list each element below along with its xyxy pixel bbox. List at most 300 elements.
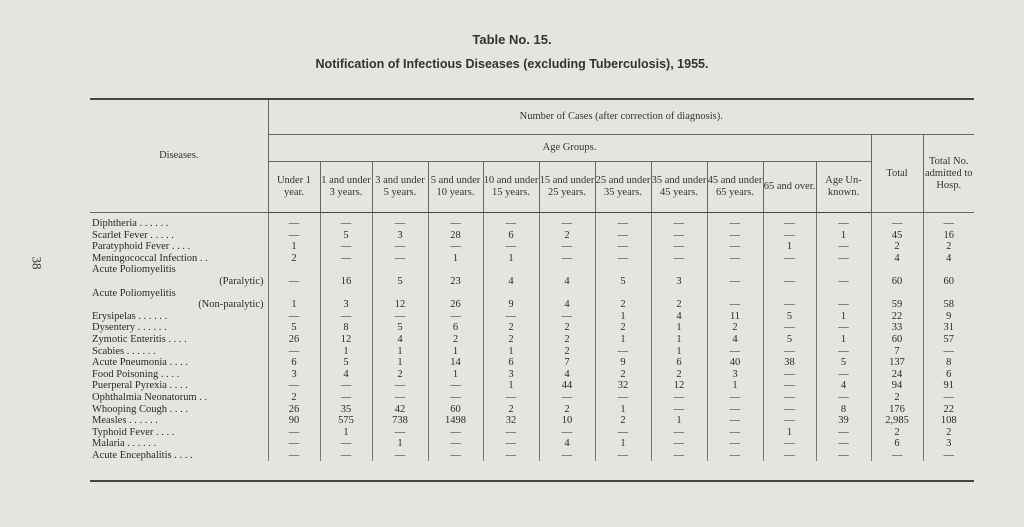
table-row xyxy=(90,322,974,334)
table-cell: 38 xyxy=(763,357,816,369)
disease-name: Erysipelas . . . . . . xyxy=(92,310,168,322)
table-cell: 2,985 xyxy=(871,415,923,427)
table-cell: — xyxy=(763,380,816,392)
table-cell xyxy=(707,288,763,300)
table-cell: 4 xyxy=(320,369,372,381)
table-cell: 91 xyxy=(923,380,974,392)
table-cell: 5 xyxy=(268,322,320,334)
table-cell: 8 xyxy=(816,404,871,416)
disease-name: Dysentery . . . . . . xyxy=(92,322,167,334)
table-cell: 35 xyxy=(320,404,372,416)
table-cell: — xyxy=(320,450,372,462)
table-cell: 7 xyxy=(539,357,595,369)
table-cell: 12 xyxy=(372,299,428,311)
table-cell: — xyxy=(428,427,483,439)
table-cell: 94 xyxy=(871,380,923,392)
table-cell: — xyxy=(268,346,320,358)
table-cell: 6 xyxy=(923,369,974,381)
table-cell: — xyxy=(483,213,539,230)
table-cell: 3 xyxy=(483,369,539,381)
table-cell: 4 xyxy=(483,276,539,288)
table-cell: 3 xyxy=(651,276,707,288)
table-cell: 1 xyxy=(816,311,871,323)
table-cell xyxy=(816,264,871,276)
table-cell: — xyxy=(763,346,816,358)
table-cell: — xyxy=(595,450,651,462)
table-cell: — xyxy=(763,438,816,450)
disease-name: Scabies . . . . . . xyxy=(92,345,156,357)
col-header: 5 and under 10 years. xyxy=(428,162,483,213)
table-cell: 9 xyxy=(483,299,539,311)
disease-name: Scarlet Fever . . . . . xyxy=(92,229,174,241)
table-row xyxy=(90,213,974,230)
table-cell xyxy=(372,264,428,276)
table-cell: 3 xyxy=(923,438,974,450)
table-cell: — xyxy=(763,369,816,381)
table-cell: 3 xyxy=(707,369,763,381)
table-cell: — xyxy=(268,276,320,288)
table-cell: — xyxy=(595,213,651,230)
table-cell: — xyxy=(816,427,871,439)
table-cell: 2 xyxy=(268,253,320,265)
table-row xyxy=(90,276,974,288)
table-cell: 9 xyxy=(923,311,974,323)
table-cell: — xyxy=(651,438,707,450)
table-cell: 2 xyxy=(595,299,651,311)
table-cell: 5 xyxy=(595,276,651,288)
table-cell: 9 xyxy=(595,357,651,369)
table-cell: 2 xyxy=(539,334,595,346)
table-cell: 45 xyxy=(871,230,923,242)
table-cell: — xyxy=(763,415,816,427)
disease-name: (Paralytic) xyxy=(219,275,264,287)
table-cell: — xyxy=(372,253,428,265)
table-cell: 2 xyxy=(539,322,595,334)
table-cell: 1 xyxy=(483,346,539,358)
table-cell: — xyxy=(268,438,320,450)
table-cell: — xyxy=(372,450,428,462)
table-cell: 1 xyxy=(428,369,483,381)
table-cell xyxy=(483,264,539,276)
table-cell xyxy=(707,264,763,276)
table-cell: 4 xyxy=(923,253,974,265)
table-cell: 1 xyxy=(483,380,539,392)
table-cell: 16 xyxy=(320,276,372,288)
table-cell: — xyxy=(923,450,974,462)
table-cell: 2 xyxy=(923,241,974,253)
table-cell: — xyxy=(320,253,372,265)
col-header: 35 and under 45 years. xyxy=(651,162,707,213)
table-number: Table No. 15. xyxy=(472,32,552,47)
disease-name: (Non-paralytic) xyxy=(198,299,264,311)
table-cell: — xyxy=(539,311,595,323)
table-cell: — xyxy=(595,230,651,242)
disease-name: Acute Poliomyelitis xyxy=(92,264,176,276)
table-cell xyxy=(763,288,816,300)
table-cell: 6 xyxy=(268,357,320,369)
table-row xyxy=(90,264,974,276)
age-groups-header: Age Groups. xyxy=(268,135,871,162)
table-cell: — xyxy=(651,450,707,462)
table-cell: 2 xyxy=(483,322,539,334)
table-cell: 1 xyxy=(483,253,539,265)
table-cell: 2 xyxy=(871,427,923,439)
table-cell: 33 xyxy=(871,322,923,334)
table-cell: — xyxy=(816,322,871,334)
table-cell: — xyxy=(707,213,763,230)
table-cell: — xyxy=(707,404,763,416)
table-cell: 3 xyxy=(372,230,428,242)
table-cell: 6 xyxy=(428,322,483,334)
table-cell: — xyxy=(707,415,763,427)
table-cell: — xyxy=(483,241,539,253)
table-cell: — xyxy=(595,241,651,253)
table-cell xyxy=(816,288,871,300)
table-cell: 176 xyxy=(871,404,923,416)
table-cell xyxy=(871,288,923,300)
table-cell: — xyxy=(651,253,707,265)
table-cell: — xyxy=(763,404,816,416)
table-cell: — xyxy=(595,253,651,265)
table-cell: 2 xyxy=(871,241,923,253)
bottom-rule xyxy=(90,480,974,482)
disease-name: Whooping Cough . . . . xyxy=(92,403,188,415)
disease-name: Malaria . . . . . . xyxy=(92,438,157,450)
table-cell: 575 xyxy=(320,415,372,427)
table-cell: 738 xyxy=(372,415,428,427)
table-cell: — xyxy=(816,346,871,358)
table-cell: 4 xyxy=(539,369,595,381)
disease-name: Puerperal Pyrexia . . . . xyxy=(92,380,188,392)
table-cell: 1498 xyxy=(428,415,483,427)
table-cell: — xyxy=(923,346,974,358)
table-cell: 5 xyxy=(372,276,428,288)
table-row xyxy=(90,392,974,404)
table-cell: — xyxy=(763,322,816,334)
table-cell: — xyxy=(539,427,595,439)
table-row xyxy=(90,241,974,253)
table-row xyxy=(90,299,974,311)
table-cell: 10 xyxy=(539,415,595,427)
table-cell: — xyxy=(707,450,763,462)
table-cell: — xyxy=(871,213,923,230)
table-cell: 7 xyxy=(871,346,923,358)
table-cell: — xyxy=(816,299,871,311)
table-cell: 6 xyxy=(483,230,539,242)
table-cell: — xyxy=(651,241,707,253)
table-row xyxy=(90,230,974,242)
table-cell: — xyxy=(539,450,595,462)
table-row xyxy=(90,369,974,381)
table-cell: — xyxy=(483,438,539,450)
number-of-cases-header: Number of Cases (after correction of diagnosis). xyxy=(268,100,974,135)
table-row xyxy=(90,334,974,346)
table-cell: — xyxy=(428,241,483,253)
diseases-header: Diseases. xyxy=(90,100,268,213)
col-header: Under 1 year. xyxy=(268,162,320,213)
table-cell: 57 xyxy=(923,334,974,346)
table-cell: — xyxy=(372,427,428,439)
table-cell: 2 xyxy=(871,392,923,404)
table-cell: — xyxy=(651,230,707,242)
table-cell: — xyxy=(763,299,816,311)
table-cell: — xyxy=(763,253,816,265)
table-cell: 12 xyxy=(320,334,372,346)
disease-name: Ophthalmia Neonatorum . . xyxy=(92,391,208,403)
table-cell: 1 xyxy=(651,334,707,346)
table-cell: — xyxy=(816,253,871,265)
table-cell: 4 xyxy=(871,253,923,265)
table-cell: — xyxy=(816,450,871,462)
table-cell: 1 xyxy=(428,253,483,265)
col-header: 1 and under 3 years. xyxy=(320,162,372,213)
table-cell: 1 xyxy=(320,346,372,358)
table-cell: 26 xyxy=(268,334,320,346)
table-cell: 40 xyxy=(707,357,763,369)
table-cell: — xyxy=(816,276,871,288)
table-cell: — xyxy=(483,450,539,462)
table-row xyxy=(90,404,974,416)
table-cell: 4 xyxy=(539,299,595,311)
table-cell: — xyxy=(763,276,816,288)
table-cell: — xyxy=(871,450,923,462)
table-cell: 26 xyxy=(428,299,483,311)
table-cell: 31 xyxy=(923,322,974,334)
table-cell: 2 xyxy=(707,322,763,334)
table-cell: 2 xyxy=(539,404,595,416)
table-title: Notification of Infectious Diseases (excluding Tuberculosis), 1955. xyxy=(315,57,709,71)
table-cell: — xyxy=(428,392,483,404)
table-cell xyxy=(428,288,483,300)
table-cell: 32 xyxy=(483,415,539,427)
table-row xyxy=(90,415,974,427)
table-cell: 5 xyxy=(816,357,871,369)
table-cell: 28 xyxy=(428,230,483,242)
table-cell: 1 xyxy=(816,334,871,346)
table-cell: — xyxy=(595,346,651,358)
table-cell xyxy=(483,288,539,300)
table-cell: — xyxy=(707,276,763,288)
table-cell: — xyxy=(268,380,320,392)
table-cell: — xyxy=(372,213,428,230)
table-cell: 1 xyxy=(595,334,651,346)
table-cell: 5 xyxy=(320,230,372,242)
table-cell: — xyxy=(320,311,372,323)
table-cell: 90 xyxy=(268,415,320,427)
disease-name: Acute Poliomyelitis xyxy=(92,287,176,299)
table-cell: 2 xyxy=(651,369,707,381)
col-header: Total xyxy=(871,135,923,213)
table-cell xyxy=(651,264,707,276)
col-header: 65 and over. xyxy=(763,162,816,213)
table-cell: — xyxy=(539,241,595,253)
table-cell: 4 xyxy=(372,334,428,346)
table-cell: 5 xyxy=(763,311,816,323)
table-cell: 1 xyxy=(595,404,651,416)
table-cell: — xyxy=(372,311,428,323)
table-row xyxy=(90,253,974,265)
disease-name: Acute Encephalitis . . . . xyxy=(92,449,193,461)
col-header: Total No. admitted to Hosp. xyxy=(923,135,974,213)
table-cell: 32 xyxy=(595,380,651,392)
table-cell: — xyxy=(707,346,763,358)
table-cell: 11 xyxy=(707,311,763,323)
table-cell: 12 xyxy=(651,380,707,392)
col-header: 10 and under 15 years. xyxy=(483,162,539,213)
col-header: 15 and under 25 years. xyxy=(539,162,595,213)
table-cell: — xyxy=(483,427,539,439)
table-cell: — xyxy=(707,241,763,253)
table-cell: — xyxy=(268,213,320,230)
table-cell: — xyxy=(539,253,595,265)
disease-name: Typhoid Fever . . . . xyxy=(92,426,175,438)
table-cell: 6 xyxy=(483,357,539,369)
table-cell xyxy=(923,264,974,276)
infectious-diseases-table xyxy=(90,100,974,461)
table-cell xyxy=(595,288,651,300)
table-cell xyxy=(268,264,320,276)
table-cell: 1 xyxy=(595,438,651,450)
disease-name: Paratyphoid Fever . . . . xyxy=(92,241,191,253)
table-cell: — xyxy=(763,450,816,462)
table-cell: 39 xyxy=(816,415,871,427)
table-cell: 1 xyxy=(595,311,651,323)
table-cell: — xyxy=(707,392,763,404)
table-cell: 60 xyxy=(923,276,974,288)
table-cell: — xyxy=(428,311,483,323)
table-cell: 1 xyxy=(651,322,707,334)
table-cell xyxy=(763,264,816,276)
table-cell xyxy=(372,288,428,300)
table-cell xyxy=(539,288,595,300)
table-cell: 1 xyxy=(763,427,816,439)
table-cell: — xyxy=(539,392,595,404)
table-cell: 3 xyxy=(320,299,372,311)
table-row xyxy=(90,288,974,300)
table-cell: — xyxy=(320,213,372,230)
table-cell: — xyxy=(816,438,871,450)
table-row xyxy=(90,450,974,462)
table-cell: — xyxy=(763,392,816,404)
table-cell: 1 xyxy=(268,241,320,253)
table-cell: 1 xyxy=(428,346,483,358)
table-cell: 137 xyxy=(871,357,923,369)
table-cell: — xyxy=(816,392,871,404)
disease-name: Food Poisoning . . . . xyxy=(92,368,180,380)
table-cell: — xyxy=(651,392,707,404)
table-cell: 2 xyxy=(595,369,651,381)
table-cell: 16 xyxy=(923,230,974,242)
table-cell: 59 xyxy=(871,299,923,311)
table-cell: — xyxy=(923,392,974,404)
table-cell: — xyxy=(320,241,372,253)
table-row xyxy=(90,438,974,450)
table-cell: 1 xyxy=(372,438,428,450)
table-cell: — xyxy=(595,427,651,439)
table-cell: 2 xyxy=(372,369,428,381)
table-cell: — xyxy=(763,230,816,242)
table-cell: — xyxy=(816,241,871,253)
table-cell xyxy=(268,288,320,300)
table-cell: 23 xyxy=(428,276,483,288)
table-cell: — xyxy=(428,380,483,392)
table-cell xyxy=(539,264,595,276)
table-cell xyxy=(923,288,974,300)
table-cell: 60 xyxy=(428,404,483,416)
table-row xyxy=(90,357,974,369)
table-cell: — xyxy=(320,392,372,404)
table-cell: — xyxy=(268,230,320,242)
table-cell: 1 xyxy=(651,346,707,358)
table-cell xyxy=(428,264,483,276)
col-header: 3 and under 5 years. xyxy=(372,162,428,213)
table-cell: 2 xyxy=(651,299,707,311)
table-cell: 60 xyxy=(871,334,923,346)
table-cell: 22 xyxy=(871,311,923,323)
table-cell xyxy=(320,264,372,276)
table-cell: 8 xyxy=(923,357,974,369)
table-cell: — xyxy=(707,438,763,450)
table-cell: — xyxy=(763,213,816,230)
table-cell: — xyxy=(428,450,483,462)
table-row xyxy=(90,311,974,323)
table-cell: — xyxy=(539,213,595,230)
table-cell: 4 xyxy=(539,438,595,450)
table-cell: 108 xyxy=(923,415,974,427)
table-cell: — xyxy=(483,392,539,404)
table-cell xyxy=(651,288,707,300)
table-cell: — xyxy=(428,213,483,230)
table-cell: 14 xyxy=(428,357,483,369)
disease-name: Measles . . . . . . xyxy=(92,415,158,427)
disease-name: Acute Pneumonia . . . . xyxy=(92,357,188,369)
table-cell: — xyxy=(816,213,871,230)
table-cell: 5 xyxy=(320,357,372,369)
table-cell: 58 xyxy=(923,299,974,311)
table-cell: — xyxy=(651,427,707,439)
table-cell: — xyxy=(372,380,428,392)
table-cell: 44 xyxy=(539,380,595,392)
table-cell: 6 xyxy=(651,357,707,369)
page-number: 38 xyxy=(29,256,45,270)
table-cell: — xyxy=(707,299,763,311)
table-cell xyxy=(871,264,923,276)
table-cell: 8 xyxy=(320,322,372,334)
table-cell: 1 xyxy=(372,357,428,369)
table-cell: — xyxy=(923,213,974,230)
table-cell: — xyxy=(268,311,320,323)
table-cell: — xyxy=(595,392,651,404)
table-cell: — xyxy=(320,380,372,392)
table-cell: — xyxy=(483,311,539,323)
table-cell: 1 xyxy=(651,415,707,427)
table-cell: — xyxy=(320,438,372,450)
table-cell: — xyxy=(428,438,483,450)
table-cell: 4 xyxy=(651,311,707,323)
table-cell: 1 xyxy=(268,299,320,311)
table-cell: 1 xyxy=(707,380,763,392)
table-cell xyxy=(595,264,651,276)
table-cell: 5 xyxy=(763,334,816,346)
table-cell: 1 xyxy=(320,427,372,439)
col-header: 45 and under 65 years. xyxy=(707,162,763,213)
table-cell: 2 xyxy=(483,404,539,416)
table-cell xyxy=(320,288,372,300)
table-cell: 26 xyxy=(268,404,320,416)
table-cell: 2 xyxy=(595,415,651,427)
table-cell: 4 xyxy=(707,334,763,346)
table-row xyxy=(90,346,974,358)
